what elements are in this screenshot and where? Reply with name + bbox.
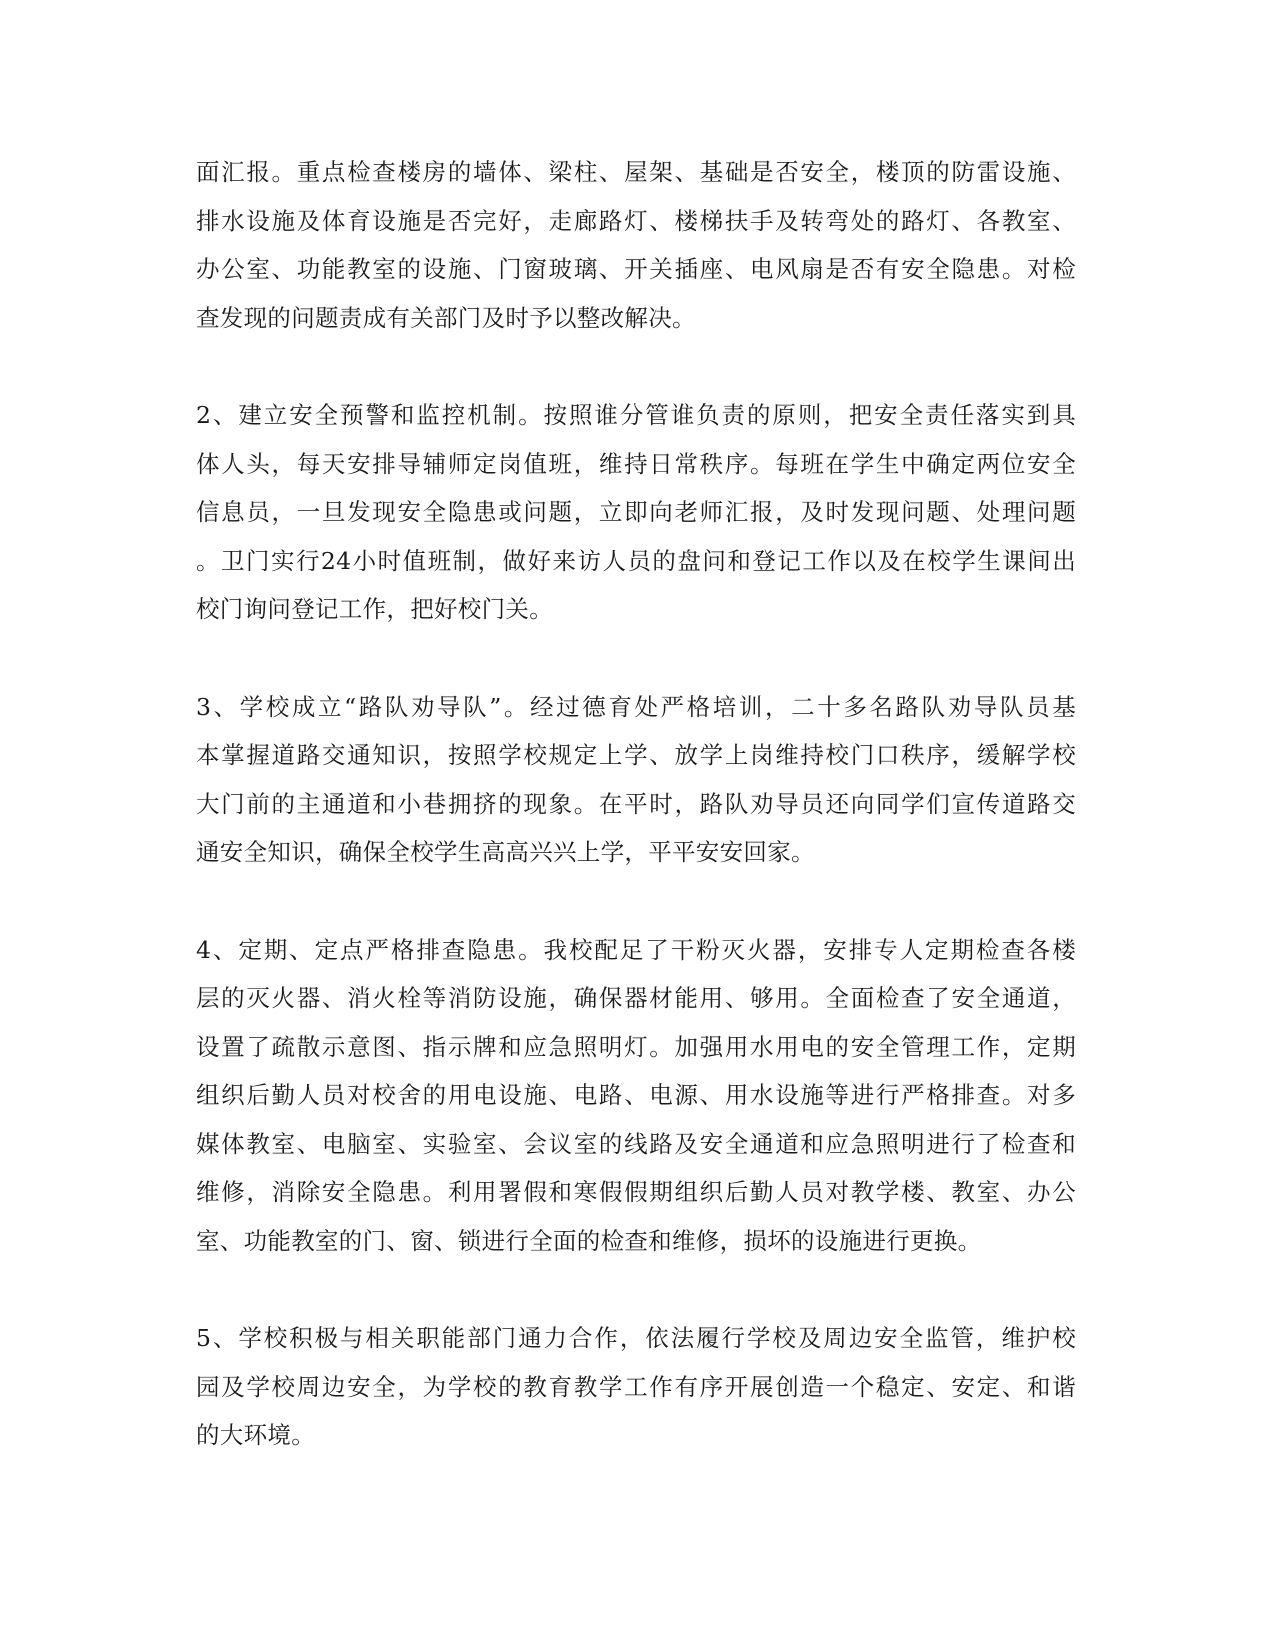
text-line: 媒体教室、电脑室、实验室、会议室的线路及安全通道和应急照明进行了检查和	[196, 1129, 1076, 1158]
text-line: 的大环境。	[196, 1421, 315, 1450]
paragraph-inspection-report	[196, 148, 1076, 342]
text-line: 组织后勤人员对校舍的用电设施、电路、电源、用水设施等进行严格排查。对多	[196, 1081, 1076, 1110]
text-line: 维修，消除安全隐患。利用署假和寒假假期组织后勤人员对教学楼、教室、办公	[196, 1178, 1076, 1207]
paragraph-item-2	[196, 391, 1076, 634]
text-line: 3、学校成立“路队劝导队”。经过德育处严格培训，二十多名路队劝导队员基	[196, 692, 1076, 721]
document-body	[196, 148, 1076, 1460]
text-line: 大门前的主通道和小巷拥挤的现象。在平时，路队劝导员还向同学们宣传道路交	[196, 789, 1076, 818]
text-line: 室、功能教室的门、窗、锁进行全面的检查和维修，损坏的设施进行更换。	[196, 1227, 982, 1256]
paragraph-item-5	[196, 1314, 1076, 1460]
text-line: 设置了疏散示意图、指示牌和应急照明灯。加强用水用电的安全管理工作，定期	[196, 1032, 1076, 1061]
text-line: 面汇报。重点检查楼房的墙体、梁柱、屋架、基础是否安全，楼顶的防雷设施、	[196, 158, 1076, 186]
paragraph-item-3	[196, 683, 1076, 877]
text-line: 2、建立安全预警和监控机制。按照谁分管谁负责的原则，把安全责任落实到具	[196, 400, 1076, 429]
text-line: 办公室、功能教室的设施、门窗玻璃、开关插座、电风扇是否有安全隐患。对检	[196, 255, 1076, 284]
text-line: 。卫门实行24小时值班制，做好来访人员的盘问和登记工作以及在校学生课间出	[196, 546, 1076, 575]
text-line: 体人头，每天安排导辅师定岗值班，维持日常秩序。每班在学生中确定两位安全	[196, 449, 1076, 478]
paragraph-item-4	[196, 926, 1076, 1266]
text-line: 4、定期、定点严格排查隐患。我校配足了干粉灭火器，安排专人定期检查各楼	[196, 935, 1076, 964]
text-line: 园及学校周边安全，为学校的教育教学工作有序开展创造一个稳定、安定、和谐	[196, 1372, 1076, 1401]
text-line: 通安全知识，确保全校学生高高兴兴上学，平平安安回家。	[196, 838, 815, 867]
text-line: 查发现的问题责成有关部门及时予以整改解决。	[196, 303, 696, 332]
text-line: 层的灭火器、消火栓等消防设施，确保器材能用、够用。全面检查了安全通道，	[196, 984, 1076, 1013]
text-line: 5、学校积极与相关职能部门通力合作，依法履行学校及周边安全监管，维护校	[196, 1324, 1076, 1353]
text-line: 校门询问登记工作，把好校门关。	[196, 595, 553, 624]
text-line: 排水设施及体育设施是否完好，走廊路灯、楼梯扶手及转弯处的路灯、各教室、	[196, 206, 1076, 235]
text-line: 本掌握道路交通知识，按照学校规定上学、放学上岗维持校门口秩序，缓解学校	[196, 741, 1076, 770]
text-line: 信息员，一旦发现安全隐患或问题，立即向老师汇报，及时发现问题、处理问题	[196, 498, 1076, 527]
